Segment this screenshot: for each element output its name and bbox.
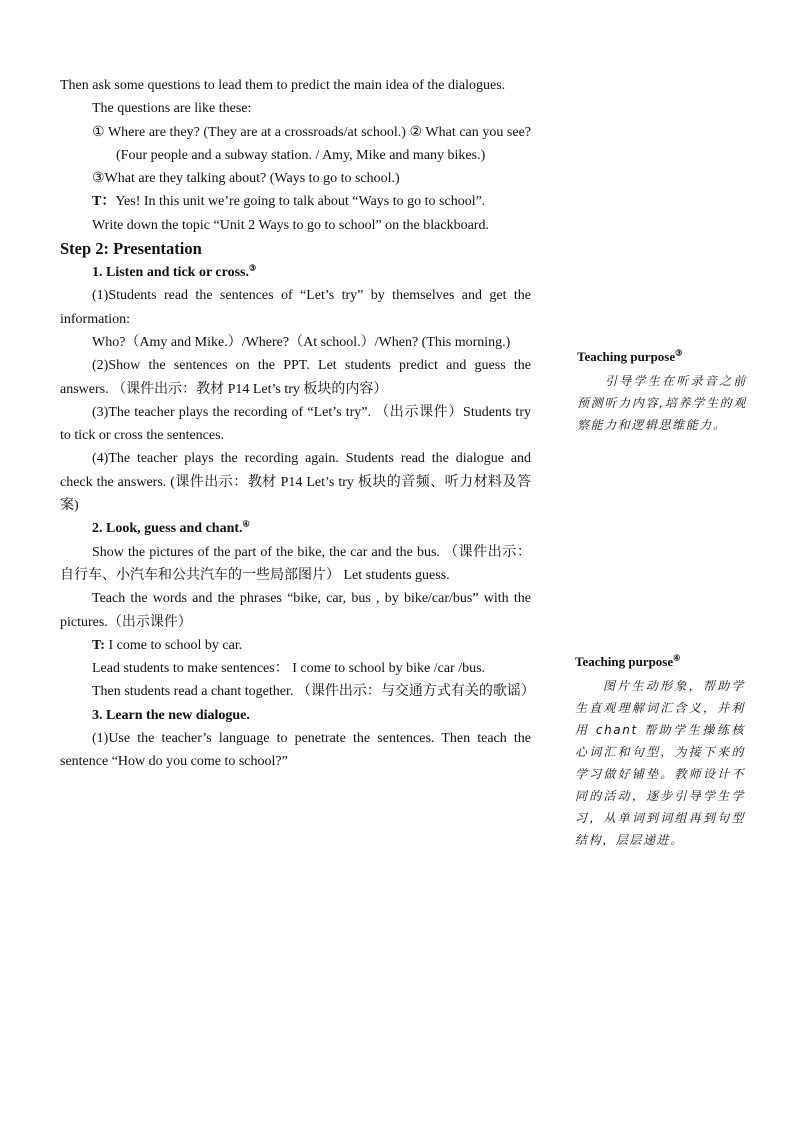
questions-intro: The questions are like these:: [92, 101, 252, 117]
teacher-text: Yes! In this unit we’re going to talk about “Ways to go to school”.: [115, 194, 486, 210]
teacher-text-2: I come to school by car.: [104, 637, 243, 653]
section-2-para-4: Then students read a chant together. （课件出示：与交通方式有关的歌谣）: [92, 684, 535, 700]
section-1-step-2: (2)Show the sentences on the PPT. Let students predict and guess the answers. （课件出示：教材 P14 Let’s try 板块的内容）: [60, 358, 531, 397]
teacher-label-2: T:: [92, 637, 105, 653]
teacher-line: [60, 190, 531, 213]
section-2-para-1: Show the pictures of the part of the bike, the car and the bus. （课件出示：自行车、小汽车和公共汽车的一些局部图片） Let students guess.: [60, 544, 531, 583]
section-1-title: 1. Listen and tick or cross.: [92, 265, 249, 281]
topic-paragraph: Write down the topic “Unit 2 Ways to go to school” on the blackboard.: [92, 217, 489, 233]
section-2-para-3: Lead students to make sentences： I come to school by bike /car /bus.: [92, 661, 486, 677]
note-2-body: 图片生动形象，帮助学生直观理解词汇含义，并利用 chant 帮助学生操练核心词汇和句型，为接下来的学习做好铺垫。教师设计不同的活动，逐步引导学生学习，从单词到词组再到句型结构，层层递进。: [575, 679, 745, 847]
step2-heading: Step 2: Presentation: [60, 239, 202, 259]
section-1-step-1: (1)Students read the sentences of “Let’s try” by themselves and get the information:: [60, 288, 531, 327]
section-2-heading: [60, 517, 531, 540]
intro-paragraph: Then ask some questions to lead them to predict the main idea of the dialogues.: [60, 78, 506, 93]
note-1-body: 引导学生在听录音之前预测听力内容,培养学生的观察能力和逻辑思维能力。: [577, 374, 747, 432]
section-3-para-1: (1)Use the teacher’s language to penetrate the sentences. Then teach the sentence “How do you come to school?”: [60, 731, 531, 770]
note-2-title-text: Teaching purpose: [575, 654, 674, 669]
question-3: ③What are they talking about? (Ways to go to school.): [92, 171, 400, 187]
section-1-step-4: (4)The teacher plays the recording again. Students read the dialogue and check the answers. (课件出示：教材 P14 Let’s try 板块的音频、听力材料及答案): [60, 451, 531, 514]
note-1-title: [577, 348, 747, 366]
note-1-title-text: Teaching purpose: [577, 349, 676, 364]
section-2-teacher-line: [60, 634, 531, 657]
teacher-label: T：: [92, 194, 116, 210]
section-1-heading: [60, 261, 531, 284]
section-2-para-2: Teach the words and the phrases “bike, car, bus , by bike/car/bus” with the pictures.（出示课件）: [60, 591, 531, 630]
section-2-title: 2. Look, guess and chant.: [92, 521, 243, 537]
section-1-step-3: (3)The teacher plays the recording of “Let’s try”. （出示课件）Students try to tick or cross the sentences.: [60, 404, 531, 444]
note-2-mark: ④: [673, 653, 681, 663]
teaching-purpose-note-1: [577, 348, 747, 436]
footnote-mark-4: ④: [242, 519, 250, 529]
section-3-heading: 3. Learn the new dialogue.: [92, 707, 250, 723]
teaching-purpose-note-2: [575, 653, 745, 851]
main-column: [60, 74, 535, 774]
footnote-mark-3: ③: [249, 263, 257, 273]
note-1-mark: ③: [675, 348, 683, 358]
question-1-2: ① Where are they? (They are at a crossroads/at school.) ② What can you see? (Four people and a subway station. / Amy, Mike and many bikes.): [92, 124, 531, 163]
section-1-info: Who?（Amy and Mike.）/Where?（At school.）/When? (This morning.): [92, 334, 511, 350]
note-2-title: [575, 653, 745, 671]
